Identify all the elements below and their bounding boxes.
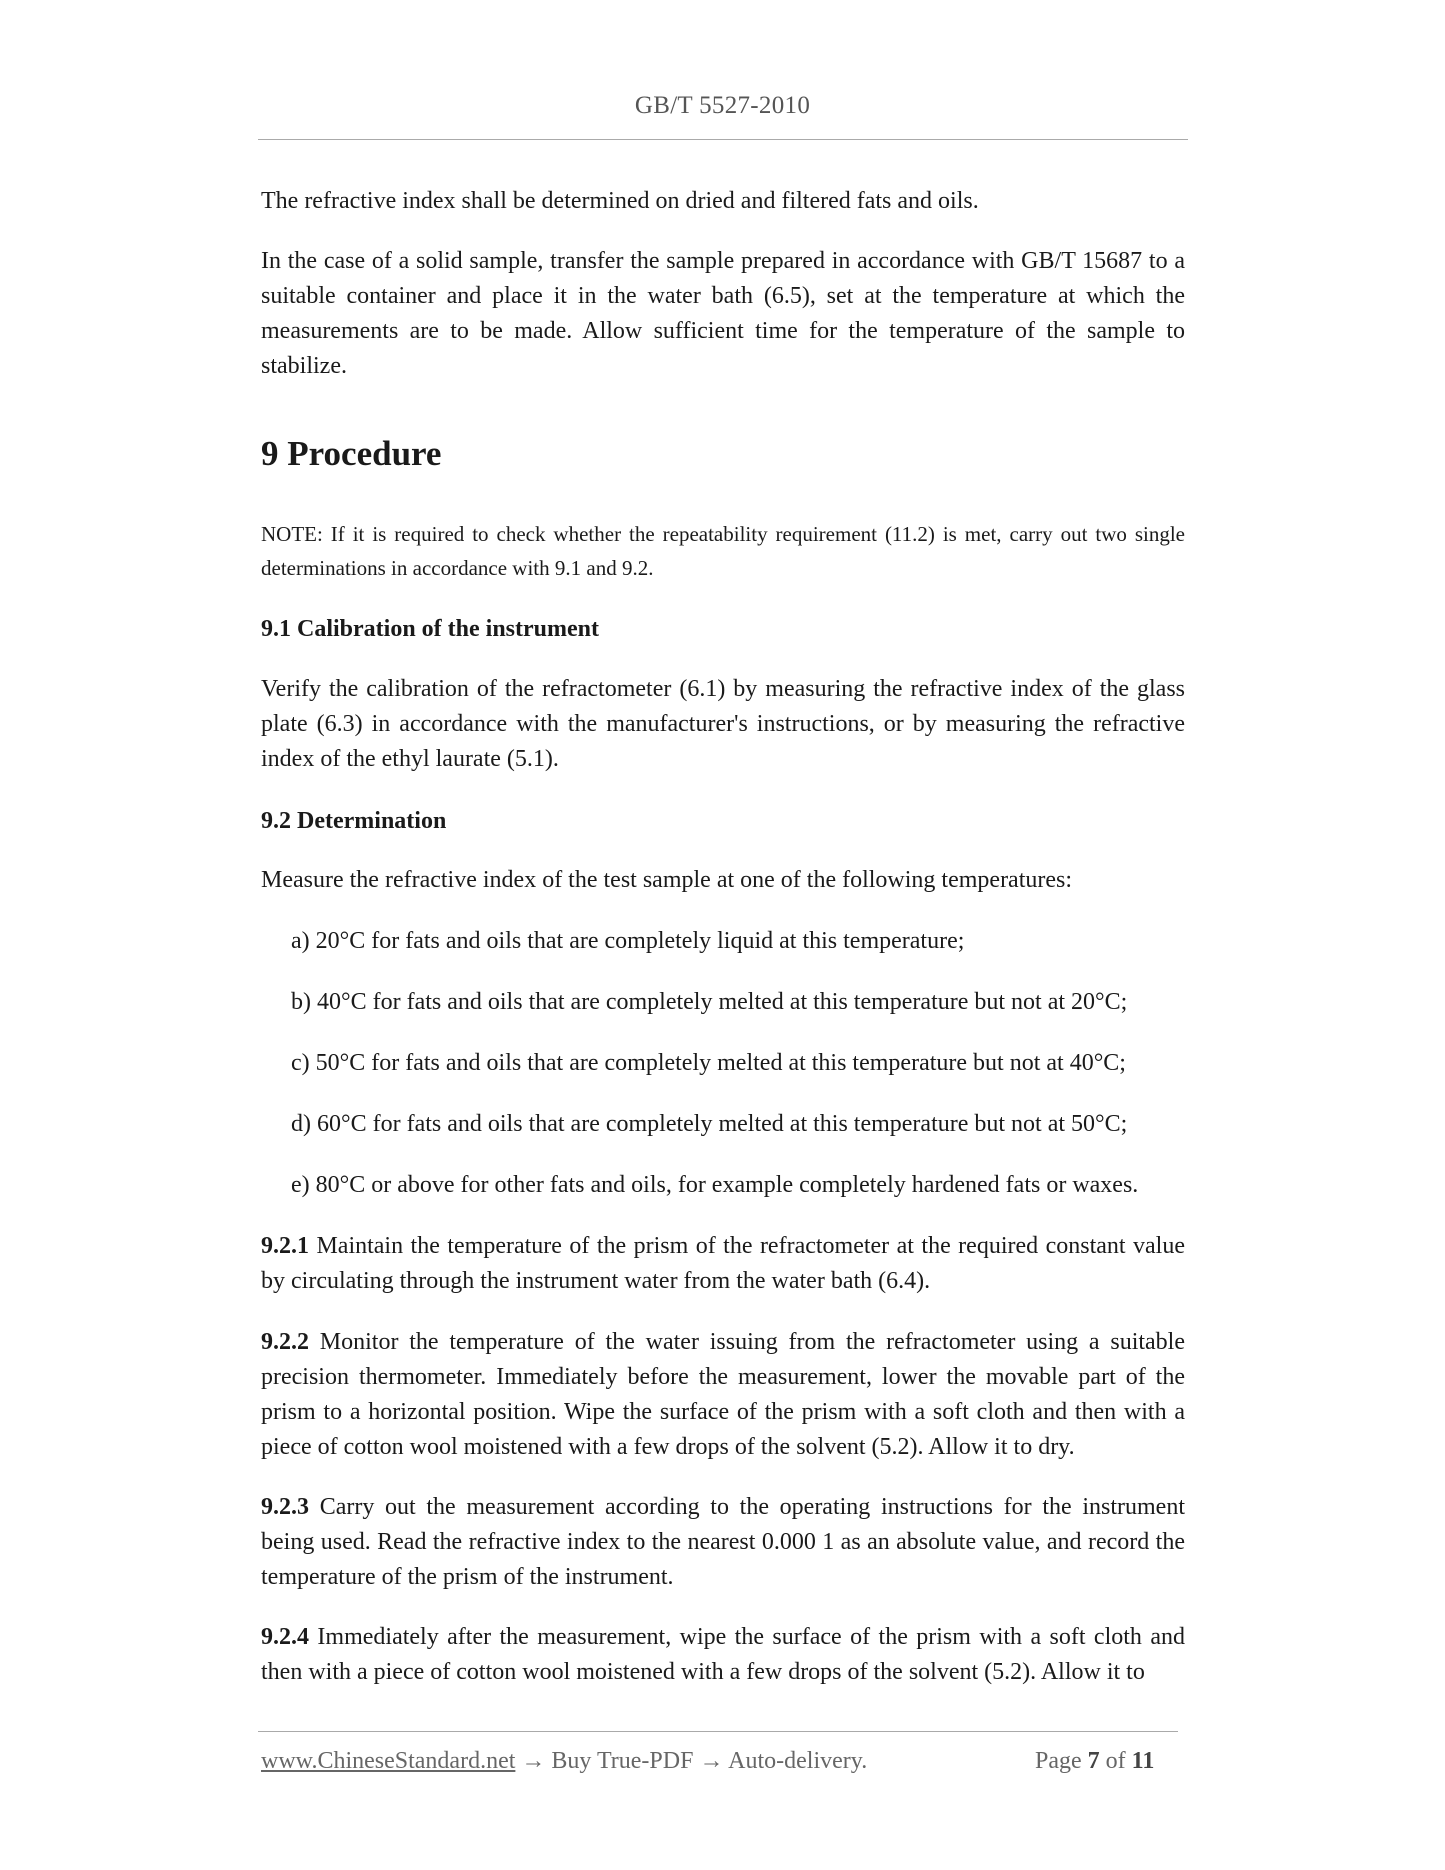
page-number: 7 [1087, 1748, 1100, 1774]
clause-number: 9.2.4 [261, 1624, 309, 1650]
section-title-procedure: 9 Procedure [261, 434, 442, 473]
footer-links [261, 1748, 867, 1775]
list-item-b: b) 40°C for fats and oils that are completely melted at this temperature but not at 20°C; [291, 989, 1128, 1015]
website-link[interactable]: www.ChineseStandard.net [261, 1748, 516, 1774]
footer-divider [258, 1731, 1178, 1732]
clause-number: 9.2.1 [261, 1233, 309, 1259]
clause-9-2-1 [261, 1229, 1185, 1299]
buy-pdf-text: Buy True-PDF [551, 1748, 694, 1774]
list-item-d: d) 60°C for fats and oils that are completely melted at this temperature but not at 50°C; [291, 1111, 1128, 1137]
note-repeatability: NOTE: If it is required to check whether the repeatability requirement (11.2) is met, carry out two single determinations in accordance with 9.1 and 9.2. [261, 522, 1185, 580]
subsection-title-determination: 9.2 Determination [261, 808, 447, 834]
arrow-right-icon: → [699, 1748, 724, 1774]
clause-text: Maintain the temperature of the prism of the refractometer at the required constant value by circulating through the instrument water from the water bath (6.4). [261, 1233, 1185, 1294]
header-divider [258, 139, 1188, 140]
list-item-a: a) 20°C for fats and oils that are completely liquid at this temperature; [291, 928, 965, 954]
list-item-c: c) 50°C for fats and oils that are completely melted at this temperature but not at 40°C; [291, 1050, 1126, 1076]
clause-text: Immediately after the measurement, wipe the surface of the prism with a soft cloth and then with a piece of cotton wool moistened with a few drops of the solvent (5.2). Allow it to [261, 1624, 1185, 1685]
clause-text: Monitor the temperature of the water issuing from the refractometer using a suitable precision thermometer. Immediately before the measurement, lower the movable part of the prism to a horizontal position. Wipe the surface of the prism with a soft cloth and then with a piece of cotton wool moistened with a few drops of the solvent (5.2). Allow it to dry. [261, 1329, 1185, 1460]
total-pages: 11 [1131, 1748, 1155, 1774]
page-indicator [1035, 1748, 1154, 1775]
clause-text: Carry out the measurement according to the operating instructions for the instrument being used. Read the refractive index to the nearest 0.000 1 as an absolute value, and record the temperature of the prism of the instrument. [261, 1494, 1185, 1590]
clause-number: 9.2.2 [261, 1329, 309, 1355]
paragraph-solid-sample: In the case of a solid sample, transfer the sample prepared in accordance with GB/T 15687 to a suitable container and place it in the water bath (6.5), set at the temperature at which the measurements are to be made. Allow sufficient time for the temperature of the sample to stabilize. [261, 248, 1185, 379]
paragraph-dried-filtered: The refractive index shall be determined on dried and filtered fats and oils. [261, 188, 979, 214]
clause-9-2-3 [261, 1490, 1185, 1595]
page-header: GB/T 5527-2010 [634, 92, 811, 119]
clause-9-2-2 [261, 1325, 1185, 1465]
list-item-e: e) 80°C or above for other fats and oils, for example completely hardened fats or waxes. [291, 1172, 1139, 1198]
clause-9-2-4 [261, 1620, 1185, 1690]
paragraph-calibration: Verify the calibration of the refractometer (6.1) by measuring the refractive index of the glass plate (6.3) in accordance with the manufacturer's instructions, or by measuring the refractive index of the ethyl laurate (5.1). [261, 676, 1185, 772]
page-label: Page [1035, 1748, 1082, 1774]
subsection-title-calibration: 9.1 Calibration of the instrument [261, 616, 599, 642]
auto-delivery-text: Auto-delivery. [728, 1748, 868, 1774]
paragraph-determination-intro: Measure the refractive index of the test sample at one of the following temperatures: [261, 867, 1073, 893]
clause-number: 9.2.3 [261, 1494, 309, 1520]
of-label: of [1105, 1748, 1126, 1774]
arrow-right-icon: → [521, 1748, 546, 1774]
